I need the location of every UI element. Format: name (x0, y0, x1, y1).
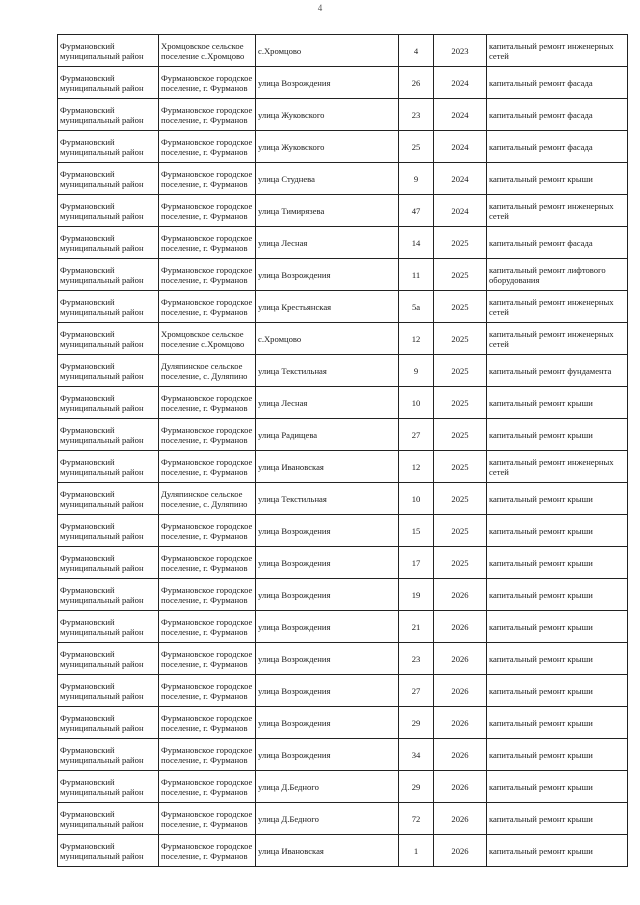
street-cell: улица Возрождения (256, 643, 399, 675)
settlement-cell: Фурмановское городское поселение, г. Фурманов (159, 163, 256, 195)
street-cell: с.Хромцово (256, 35, 399, 67)
street-cell: улица Текстильная (256, 483, 399, 515)
house-number-cell: 9 (399, 163, 434, 195)
table-row (58, 291, 628, 323)
house-number-cell: 10 (399, 387, 434, 419)
municipality-cell: Фурмановский муниципальный район (58, 131, 159, 163)
house-number-cell: 11 (399, 259, 434, 291)
year-cell: 2023 (434, 35, 487, 67)
settlement-cell: Фурмановское городское поселение, г. Фурманов (159, 451, 256, 483)
table-row (58, 195, 628, 227)
municipality-cell: Фурмановский муниципальный район (58, 419, 159, 451)
settlement-cell: Фурмановское городское поселение, г. Фурманов (159, 835, 256, 867)
settlement-cell: Фурмановское городское поселение, г. Фурманов (159, 227, 256, 259)
table-row (58, 547, 628, 579)
work-type-cell: капитальный ремонт фасада (487, 99, 628, 131)
work-type-cell: капитальный ремонт крыши (487, 579, 628, 611)
municipality-cell: Фурмановский муниципальный район (58, 451, 159, 483)
house-number-cell: 21 (399, 611, 434, 643)
year-cell: 2026 (434, 707, 487, 739)
table-row (58, 739, 628, 771)
year-cell: 2024 (434, 99, 487, 131)
municipality-cell: Фурмановский муниципальный район (58, 835, 159, 867)
street-cell: улица Возрождения (256, 611, 399, 643)
settlement-cell: Хромцовское сельское поселение с.Хромцово (159, 35, 256, 67)
settlement-cell: Дуляпинское сельское поселение, с. Дуляпино (159, 355, 256, 387)
street-cell: улица Крестьянская (256, 291, 399, 323)
work-type-cell: капитальный ремонт фундамента (487, 355, 628, 387)
street-cell: улица Ивановская (256, 835, 399, 867)
municipality-cell: Фурмановский муниципальный район (58, 323, 159, 355)
work-type-cell: капитальный ремонт инженерных сетей (487, 195, 628, 227)
settlement-cell: Фурмановское городское поселение, г. Фурманов (159, 195, 256, 227)
settlement-cell: Фурмановское городское поселение, г. Фурманов (159, 291, 256, 323)
year-cell: 2025 (434, 483, 487, 515)
table-row (58, 419, 628, 451)
settlement-cell: Фурмановское городское поселение, г. Фурманов (159, 387, 256, 419)
work-type-cell: капитальный ремонт инженерных сетей (487, 291, 628, 323)
house-number-cell: 47 (399, 195, 434, 227)
year-cell: 2024 (434, 131, 487, 163)
year-cell: 2026 (434, 803, 487, 835)
work-type-cell: капитальный ремонт крыши (487, 483, 628, 515)
year-cell: 2025 (434, 259, 487, 291)
municipality-cell: Фурмановский муниципальный район (58, 707, 159, 739)
house-number-cell: 14 (399, 227, 434, 259)
house-number-cell: 25 (399, 131, 434, 163)
municipality-cell: Фурмановский муниципальный район (58, 291, 159, 323)
table-row (58, 35, 628, 67)
table-row (58, 579, 628, 611)
work-type-cell: капитальный ремонт фасада (487, 67, 628, 99)
settlement-cell: Фурмановское городское поселение, г. Фурманов (159, 611, 256, 643)
year-cell: 2026 (434, 611, 487, 643)
municipality-cell: Фурмановский муниципальный район (58, 387, 159, 419)
year-cell: 2024 (434, 195, 487, 227)
street-cell: улица Возрождения (256, 707, 399, 739)
house-number-cell: 29 (399, 707, 434, 739)
house-number-cell: 5а (399, 291, 434, 323)
street-cell: улица Возрождения (256, 259, 399, 291)
work-type-cell: капитальный ремонт крыши (487, 611, 628, 643)
settlement-cell: Фурмановское городское поселение, г. Фурманов (159, 67, 256, 99)
work-type-cell: капитальный ремонт крыши (487, 419, 628, 451)
page-number: 4 (317, 3, 323, 13)
settlement-cell: Фурмановское городское поселение, г. Фурманов (159, 739, 256, 771)
settlement-cell: Дуляпинское сельское поселение, с. Дуляпино (159, 483, 256, 515)
house-number-cell: 27 (399, 419, 434, 451)
municipality-cell: Фурмановский муниципальный район (58, 611, 159, 643)
work-type-cell: капитальный ремонт инженерных сетей (487, 451, 628, 483)
year-cell: 2026 (434, 643, 487, 675)
table-row (58, 611, 628, 643)
street-cell: улица Возрождения (256, 547, 399, 579)
table-row (58, 131, 628, 163)
settlement-cell: Фурмановское городское поселение, г. Фурманов (159, 707, 256, 739)
municipality-cell: Фурмановский муниципальный район (58, 355, 159, 387)
house-number-cell: 1 (399, 835, 434, 867)
table-row (58, 771, 628, 803)
settlement-cell: Фурмановское городское поселение, г. Фурманов (159, 579, 256, 611)
street-cell: улица Лесная (256, 387, 399, 419)
work-type-cell: капитальный ремонт крыши (487, 643, 628, 675)
street-cell: улица Жуковского (256, 99, 399, 131)
year-cell: 2025 (434, 515, 487, 547)
year-cell: 2025 (434, 547, 487, 579)
table-row (58, 67, 628, 99)
table-row (58, 451, 628, 483)
house-number-cell: 12 (399, 451, 434, 483)
street-cell: улица Студнева (256, 163, 399, 195)
work-type-cell: капитальный ремонт инженерных сетей (487, 35, 628, 67)
municipality-cell: Фурмановский муниципальный район (58, 803, 159, 835)
table-row (58, 323, 628, 355)
municipality-cell: Фурмановский муниципальный район (58, 643, 159, 675)
municipality-cell: Фурмановский муниципальный район (58, 67, 159, 99)
house-number-cell: 29 (399, 771, 434, 803)
house-number-cell: 27 (399, 675, 434, 707)
municipality-cell: Фурмановский муниципальный район (58, 739, 159, 771)
year-cell: 2025 (434, 227, 487, 259)
street-cell: улица Ивановская (256, 451, 399, 483)
settlement-cell: Фурмановское городское поселение, г. Фурманов (159, 259, 256, 291)
street-cell: улица Д.Бедного (256, 771, 399, 803)
table-row (58, 387, 628, 419)
settlement-cell: Фурмановское городское поселение, г. Фурманов (159, 99, 256, 131)
house-number-cell: 9 (399, 355, 434, 387)
work-type-cell: капитальный ремонт крыши (487, 835, 628, 867)
municipality-cell: Фурмановский муниципальный район (58, 547, 159, 579)
street-cell: с.Хромцово (256, 323, 399, 355)
municipality-cell: Фурмановский муниципальный район (58, 227, 159, 259)
settlement-cell: Фурмановское городское поселение, г. Фурманов (159, 419, 256, 451)
year-cell: 2024 (434, 67, 487, 99)
settlement-cell: Фурмановское городское поселение, г. Фурманов (159, 131, 256, 163)
year-cell: 2026 (434, 675, 487, 707)
municipality-cell: Фурмановский муниципальный район (58, 35, 159, 67)
settlement-cell: Фурмановское городское поселение, г. Фурманов (159, 675, 256, 707)
work-type-cell: капитальный ремонт крыши (487, 515, 628, 547)
municipality-cell: Фурмановский муниципальный район (58, 483, 159, 515)
house-number-cell: 4 (399, 35, 434, 67)
settlement-cell: Фурмановское городское поселение, г. Фурманов (159, 515, 256, 547)
house-number-cell: 15 (399, 515, 434, 547)
street-cell: улица Д.Бедного (256, 803, 399, 835)
table-row (58, 99, 628, 131)
table-row (58, 643, 628, 675)
year-cell: 2025 (434, 291, 487, 323)
municipality-cell: Фурмановский муниципальный район (58, 771, 159, 803)
street-cell: улица Текстильная (256, 355, 399, 387)
street-cell: улица Возрождения (256, 67, 399, 99)
work-type-cell: капитальный ремонт крыши (487, 771, 628, 803)
municipality-cell: Фурмановский муниципальный район (58, 163, 159, 195)
table-body (58, 35, 628, 867)
repair-schedule-table (57, 34, 628, 867)
work-type-cell: капитальный ремонт крыши (487, 163, 628, 195)
municipality-cell: Фурмановский муниципальный район (58, 515, 159, 547)
house-number-cell: 72 (399, 803, 434, 835)
municipality-cell: Фурмановский муниципальный район (58, 259, 159, 291)
house-number-cell: 19 (399, 579, 434, 611)
settlement-cell: Фурмановское городское поселение, г. Фурманов (159, 803, 256, 835)
table-row (58, 515, 628, 547)
year-cell: 2025 (434, 355, 487, 387)
street-cell: улица Возрождения (256, 675, 399, 707)
year-cell: 2026 (434, 835, 487, 867)
table-row (58, 259, 628, 291)
street-cell: улица Возрождения (256, 739, 399, 771)
work-type-cell: капитальный ремонт фасада (487, 227, 628, 259)
table-row (58, 483, 628, 515)
house-number-cell: 12 (399, 323, 434, 355)
table-row (58, 835, 628, 867)
house-number-cell: 34 (399, 739, 434, 771)
municipality-cell: Фурмановский муниципальный район (58, 195, 159, 227)
work-type-cell: капитальный ремонт крыши (487, 707, 628, 739)
table-row (58, 227, 628, 259)
house-number-cell: 26 (399, 67, 434, 99)
settlement-cell: Фурмановское городское поселение, г. Фурманов (159, 771, 256, 803)
year-cell: 2025 (434, 451, 487, 483)
house-number-cell: 10 (399, 483, 434, 515)
municipality-cell: Фурмановский муниципальный район (58, 99, 159, 131)
year-cell: 2026 (434, 739, 487, 771)
work-type-cell: капитальный ремонт крыши (487, 547, 628, 579)
work-type-cell: капитальный ремонт фасада (487, 131, 628, 163)
house-number-cell: 23 (399, 643, 434, 675)
work-type-cell: капитальный ремонт крыши (487, 387, 628, 419)
settlement-cell: Фурмановское городское поселение, г. Фурманов (159, 547, 256, 579)
municipality-cell: Фурмановский муниципальный район (58, 579, 159, 611)
house-number-cell: 17 (399, 547, 434, 579)
year-cell: 2024 (434, 163, 487, 195)
street-cell: улица Лесная (256, 227, 399, 259)
settlement-cell: Хромцовское сельское поселение с.Хромцово (159, 323, 256, 355)
work-type-cell: капитальный ремонт лифтового оборудования (487, 259, 628, 291)
year-cell: 2026 (434, 579, 487, 611)
work-type-cell: капитальный ремонт крыши (487, 739, 628, 771)
street-cell: улица Возрождения (256, 579, 399, 611)
year-cell: 2025 (434, 323, 487, 355)
year-cell: 2025 (434, 387, 487, 419)
year-cell: 2026 (434, 771, 487, 803)
street-cell: улица Тимирязева (256, 195, 399, 227)
table-row (58, 675, 628, 707)
table-row (58, 707, 628, 739)
table-row (58, 163, 628, 195)
work-type-cell: капитальный ремонт инженерных сетей (487, 323, 628, 355)
work-type-cell: капитальный ремонт крыши (487, 803, 628, 835)
house-number-cell: 23 (399, 99, 434, 131)
street-cell: улица Возрождения (256, 515, 399, 547)
work-type-cell: капитальный ремонт крыши (487, 675, 628, 707)
table-row (58, 803, 628, 835)
settlement-cell: Фурмановское городское поселение, г. Фурманов (159, 643, 256, 675)
street-cell: улица Жуковского (256, 131, 399, 163)
municipality-cell: Фурмановский муниципальный район (58, 675, 159, 707)
table-row (58, 355, 628, 387)
year-cell: 2025 (434, 419, 487, 451)
street-cell: улица Радищева (256, 419, 399, 451)
